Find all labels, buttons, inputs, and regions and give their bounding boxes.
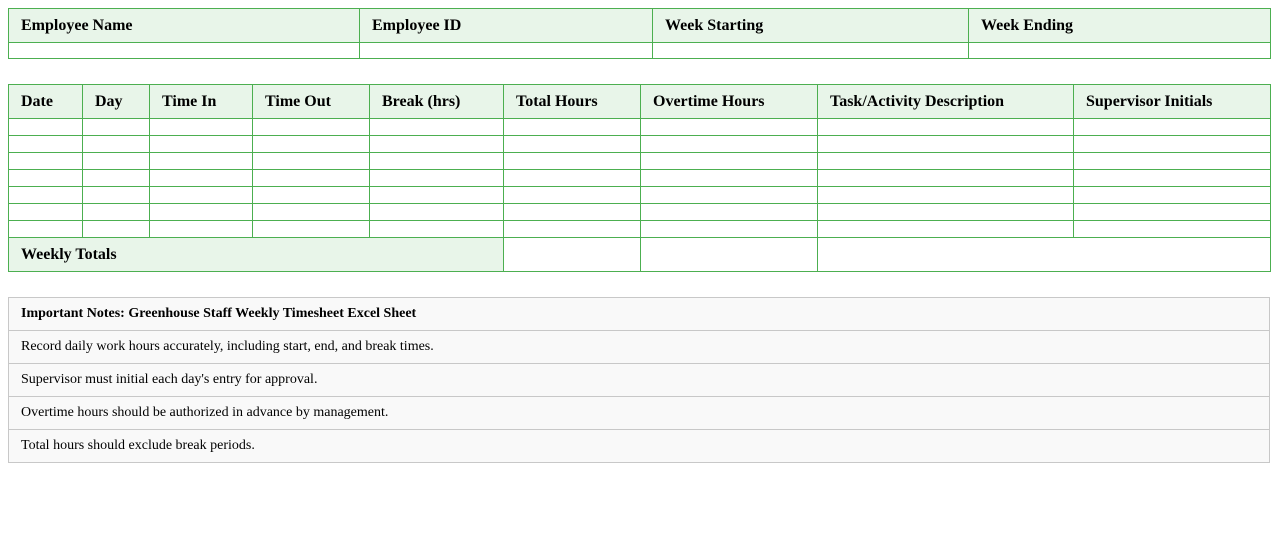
notes-title: Important Notes: Greenhouse Staff Weekly Timesheet Excel Sheet	[9, 298, 1270, 331]
note-item: Total hours should exclude break periods.	[9, 430, 1270, 463]
time-in-cell[interactable]	[150, 119, 253, 136]
date-cell[interactable]	[9, 187, 83, 204]
supervisor-initials-cell[interactable]	[1074, 136, 1271, 153]
break-hrs-cell[interactable]	[370, 204, 504, 221]
time-out-cell[interactable]	[253, 221, 370, 238]
date-cell[interactable]	[9, 204, 83, 221]
task-activity-description-cell[interactable]	[818, 221, 1074, 238]
date-header: Date	[9, 85, 83, 119]
break-hrs-cell[interactable]	[370, 119, 504, 136]
timesheet-row	[9, 204, 1271, 221]
employee-name-cell[interactable]	[9, 43, 360, 59]
time-out-cell[interactable]	[253, 204, 370, 221]
note-item: Record daily work hours accurately, including start, end, and break times.	[9, 331, 1270, 364]
supervisor-initials-cell[interactable]	[1074, 170, 1271, 187]
overtime-hours-cell[interactable]	[641, 170, 818, 187]
total-hours-header: Total Hours	[504, 85, 641, 119]
total-hours-cell[interactable]	[504, 170, 641, 187]
total-hours-cell[interactable]	[504, 221, 641, 238]
supervisor-initials-cell[interactable]	[1074, 153, 1271, 170]
time-in-cell[interactable]	[150, 187, 253, 204]
timesheet-row	[9, 187, 1271, 204]
timesheet-row	[9, 221, 1271, 238]
employee-id-header: Employee ID	[360, 9, 653, 43]
date-cell[interactable]	[9, 119, 83, 136]
time-in-cell[interactable]	[150, 153, 253, 170]
timesheet-row	[9, 153, 1271, 170]
timesheet-body	[9, 119, 1271, 238]
overtime-hours-sum-cell[interactable]	[641, 238, 818, 272]
time-out-cell[interactable]	[253, 187, 370, 204]
overtime-hours-cell[interactable]	[641, 153, 818, 170]
day-cell[interactable]	[83, 136, 150, 153]
time-out-cell[interactable]	[253, 119, 370, 136]
overtime-hours-cell[interactable]	[641, 136, 818, 153]
day-cell[interactable]	[83, 221, 150, 238]
supervisor-initials-cell[interactable]	[1074, 221, 1271, 238]
break-header: Break (hrs)	[370, 85, 504, 119]
date-cell[interactable]	[9, 170, 83, 187]
timesheet-table	[8, 84, 1271, 272]
day-cell[interactable]	[83, 204, 150, 221]
time-in-header: Time In	[150, 85, 253, 119]
task-activity-description-cell[interactable]	[818, 187, 1074, 204]
timesheet-row	[9, 136, 1271, 153]
week-starting-cell[interactable]	[653, 43, 969, 59]
timesheet-row	[9, 119, 1271, 136]
break-hrs-cell[interactable]	[370, 187, 504, 204]
time-in-cell[interactable]	[150, 136, 253, 153]
overtime-hours-header: Overtime Hours	[641, 85, 818, 119]
total-hours-cell[interactable]	[504, 187, 641, 204]
task-activity-description-cell[interactable]	[818, 119, 1074, 136]
weekly-totals-row	[9, 238, 1271, 272]
time-in-cell[interactable]	[150, 204, 253, 221]
time-in-cell[interactable]	[150, 221, 253, 238]
total-hours-cell[interactable]	[504, 136, 641, 153]
time-in-cell[interactable]	[150, 170, 253, 187]
weekly-totals-label: Weekly Totals	[9, 238, 504, 272]
day-cell[interactable]	[83, 170, 150, 187]
day-header: Day	[83, 85, 150, 119]
day-cell[interactable]	[83, 153, 150, 170]
break-hrs-cell[interactable]	[370, 136, 504, 153]
break-hrs-cell[interactable]	[370, 221, 504, 238]
week-starting-header: Week Starting	[653, 9, 969, 43]
supervisor-initials-cell[interactable]	[1074, 204, 1271, 221]
date-cell[interactable]	[9, 221, 83, 238]
overtime-hours-cell[interactable]	[641, 204, 818, 221]
total-hours-cell[interactable]	[504, 153, 641, 170]
task-activity-description-cell[interactable]	[818, 136, 1074, 153]
timesheet-row	[9, 170, 1271, 187]
break-hrs-cell[interactable]	[370, 153, 504, 170]
totals-empty-cell	[818, 238, 1271, 272]
overtime-hours-cell[interactable]	[641, 221, 818, 238]
break-hrs-cell[interactable]	[370, 170, 504, 187]
supervisor-initials-cell[interactable]	[1074, 187, 1271, 204]
note-item: Supervisor must initial each day's entry for approval.	[9, 364, 1270, 397]
overtime-hours-cell[interactable]	[641, 187, 818, 204]
note-item: Overtime hours should be authorized in advance by management.	[9, 397, 1270, 430]
notes-table	[8, 297, 1270, 463]
week-ending-header: Week Ending	[969, 9, 1271, 43]
time-out-cell[interactable]	[253, 136, 370, 153]
time-out-cell[interactable]	[253, 153, 370, 170]
time-out-cell[interactable]	[253, 170, 370, 187]
task-activity-description-cell[interactable]	[818, 170, 1074, 187]
task-activity-description-cell[interactable]	[818, 153, 1074, 170]
employee-name-header: Employee Name	[9, 9, 360, 43]
supervisor-initials-header: Supervisor Initials	[1074, 85, 1271, 119]
task-activity-description-cell[interactable]	[818, 204, 1074, 221]
task-description-header: Task/Activity Description	[818, 85, 1074, 119]
supervisor-initials-cell[interactable]	[1074, 119, 1271, 136]
total-hours-cell[interactable]	[504, 204, 641, 221]
timesheet-header-row	[9, 85, 1271, 119]
week-ending-cell[interactable]	[969, 43, 1271, 59]
date-cell[interactable]	[9, 153, 83, 170]
day-cell[interactable]	[83, 187, 150, 204]
employee-id-cell[interactable]	[360, 43, 653, 59]
total-hours-cell[interactable]	[504, 119, 641, 136]
overtime-hours-cell[interactable]	[641, 119, 818, 136]
day-cell[interactable]	[83, 119, 150, 136]
date-cell[interactable]	[9, 136, 83, 153]
time-out-header: Time Out	[253, 85, 370, 119]
total-hours-sum-cell[interactable]	[504, 238, 641, 272]
employee-info-table	[8, 8, 1271, 59]
